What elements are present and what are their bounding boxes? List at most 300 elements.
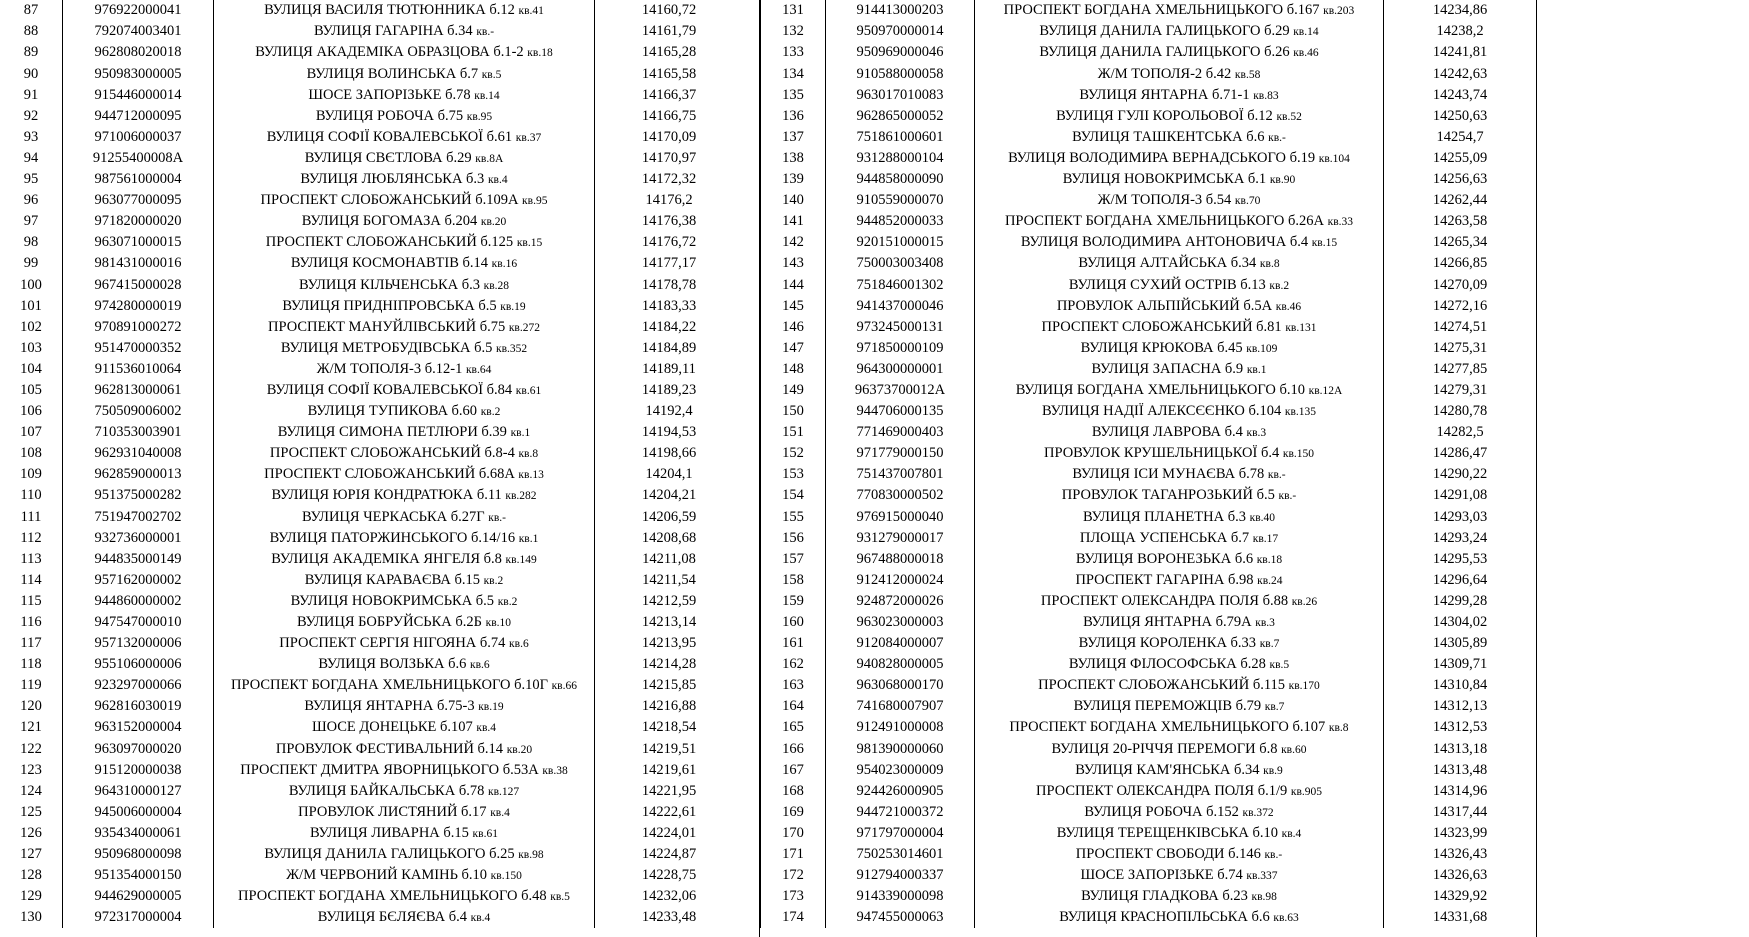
table-row xyxy=(0,211,743,232)
amount-cell: 14192,4 xyxy=(595,401,744,422)
account-code-cell: 945006000004 xyxy=(63,802,214,823)
table-row xyxy=(761,612,1537,633)
table-row xyxy=(761,907,1537,928)
amount-cell: 14312,53 xyxy=(1384,717,1537,738)
table-row xyxy=(0,738,743,759)
account-code-cell: 915446000014 xyxy=(63,84,214,105)
address-cell: Ж/М ТОПОЛЯ-3 б.12-1 кв.64 xyxy=(214,359,595,380)
row-number-cell: 114 xyxy=(20,571,42,588)
row-number-cell: 141 xyxy=(761,211,826,232)
row-number-cell: 167 xyxy=(761,759,826,780)
table-row xyxy=(0,422,743,443)
address-cell: ВУЛИЦЯ НАДІЇ АЛЕКСЄЄНКО б.104 кв.135 xyxy=(975,401,1384,422)
amount-cell: 14280,78 xyxy=(1384,401,1537,422)
amount-cell: 14214,28 xyxy=(595,654,744,675)
account-code-cell: 964310000127 xyxy=(63,780,214,801)
table-row xyxy=(0,105,743,126)
amount-cell: 14177,17 xyxy=(595,253,744,274)
amount-cell: 14215,85 xyxy=(595,675,744,696)
amount-cell: 14275,31 xyxy=(1384,338,1537,359)
row-number-cell: 124 xyxy=(20,782,42,799)
table-row xyxy=(0,274,743,295)
row-number-cell: 128 xyxy=(20,867,42,884)
amount-cell: 14293,24 xyxy=(1384,527,1537,548)
row-number-cell: 138 xyxy=(761,148,826,169)
table-row xyxy=(0,338,743,359)
account-code-cell: 910588000058 xyxy=(826,63,975,84)
account-code-cell: 947547000010 xyxy=(63,612,214,633)
table-row xyxy=(0,42,743,63)
account-code-cell: 920151000015 xyxy=(826,232,975,253)
address-cell: ПРОСПЕКТ СЛОБОЖАНСЬКИЙ б.125 кв.15 xyxy=(214,232,595,253)
address-cell: ВУЛИЦЯ ЯНТАРНА б.75-3 кв.19 xyxy=(214,696,595,717)
account-code-cell: 963152000004 xyxy=(63,717,214,738)
table-row xyxy=(761,675,1537,696)
amount-cell: 14314,96 xyxy=(1384,780,1537,801)
row-number-cell: 146 xyxy=(761,316,826,337)
account-code-cell: 950970000014 xyxy=(826,21,975,42)
address-cell: ПРОСПЕКТ СЛОБОЖАНСЬКИЙ б.115 кв.170 xyxy=(975,675,1384,696)
right-table-block xyxy=(760,0,1536,928)
table-row xyxy=(761,21,1537,42)
amount-cell: 14176,38 xyxy=(595,211,744,232)
amount-cell: 14213,14 xyxy=(595,612,744,633)
account-code-cell: 751846001302 xyxy=(826,274,975,295)
table-row xyxy=(0,316,743,337)
row-number-cell: 173 xyxy=(761,886,826,907)
address-cell: ВУЛИЦЯ КОРОЛЕНКА б.33 кв.7 xyxy=(975,633,1384,654)
table-row xyxy=(0,0,743,21)
table-row xyxy=(761,548,1537,569)
table-row xyxy=(0,295,743,316)
amount-cell: 14272,16 xyxy=(1384,295,1537,316)
account-code-cell: 912084000007 xyxy=(826,633,975,654)
amount-cell: 14255,09 xyxy=(1384,148,1537,169)
account-code-cell: 974280000019 xyxy=(63,295,214,316)
account-code-cell: 963097000020 xyxy=(63,738,214,759)
table-row xyxy=(761,253,1537,274)
account-code-cell: 951470000352 xyxy=(63,338,214,359)
address-cell: ВУЛИЦЯ ІСИ МУНАЄВА б.78 кв.- xyxy=(975,464,1384,485)
address-cell: ШОСЕ ДОНЕЦЬКЕ б.107 кв.4 xyxy=(214,717,595,738)
row-number-cell: 88 xyxy=(23,23,39,40)
amount-cell: 14326,63 xyxy=(1384,865,1537,886)
table-row xyxy=(761,232,1537,253)
amount-cell: 14305,89 xyxy=(1384,633,1537,654)
amount-cell: 14266,85 xyxy=(1384,253,1537,274)
account-code-cell: 981431000016 xyxy=(63,253,214,274)
amount-cell: 14170,97 xyxy=(595,148,744,169)
row-number-cell: 113 xyxy=(20,550,42,567)
amount-cell: 14331,68 xyxy=(1384,907,1537,928)
table-row xyxy=(761,633,1537,654)
amount-cell: 14250,63 xyxy=(1384,105,1537,126)
account-code-cell: 912794000337 xyxy=(826,865,975,886)
table-row xyxy=(761,359,1537,380)
amount-cell: 14238,2 xyxy=(1384,21,1537,42)
address-cell: ВУЛИЦЯ ВОРОНЕЗЬКА б.6 кв.18 xyxy=(975,548,1384,569)
table-row xyxy=(761,506,1537,527)
address-cell: ВУЛИЦЯ ФІЛОСОФСЬКА б.28 кв.5 xyxy=(975,654,1384,675)
row-number-cell: 91 xyxy=(23,86,39,103)
table-row xyxy=(0,570,743,591)
account-code-cell: 751861000601 xyxy=(826,127,975,148)
row-number-cell: 120 xyxy=(20,698,42,715)
row-number-cell: 106 xyxy=(20,403,42,420)
amount-cell: 14224,87 xyxy=(595,844,744,865)
amount-cell: 14279,31 xyxy=(1384,380,1537,401)
table-row xyxy=(761,485,1537,506)
address-cell: ПРОВУЛОК ЛИСТЯНИЙ б.17 кв.4 xyxy=(214,802,595,823)
amount-cell: 14221,95 xyxy=(595,780,744,801)
address-cell: ВУЛИЦЯ КАРАВАЄВА б.15 кв.2 xyxy=(214,570,595,591)
account-code-cell: 931279000017 xyxy=(826,527,975,548)
account-code-cell: 976915000040 xyxy=(826,506,975,527)
address-cell: ВУЛИЦЯ КРАСНОПІЛЬСЬКА б.6 кв.63 xyxy=(975,907,1384,928)
amount-cell: 14218,54 xyxy=(595,717,744,738)
row-number-cell: 93 xyxy=(23,128,39,145)
table-row xyxy=(0,63,743,84)
account-code-cell: 944860000002 xyxy=(63,591,214,612)
account-code-cell: 967488000018 xyxy=(826,548,975,569)
row-number-cell: 123 xyxy=(20,761,42,778)
row-number-cell: 162 xyxy=(761,654,826,675)
amount-cell: 14241,81 xyxy=(1384,42,1537,63)
amount-cell: 14204,21 xyxy=(595,485,744,506)
row-number-cell: 95 xyxy=(23,171,39,188)
table-row xyxy=(0,190,743,211)
table-row xyxy=(0,717,743,738)
table-row xyxy=(0,232,743,253)
row-number-cell: 132 xyxy=(761,21,826,42)
address-cell: ВУЛИЦЯ БЄЛЯЄВА б.4 кв.4 xyxy=(214,907,595,928)
amount-cell: 14178,78 xyxy=(595,274,744,295)
account-code-cell: 963023000003 xyxy=(826,612,975,633)
address-cell: ПРОСПЕКТ ГАГАРІНА б.98 кв.24 xyxy=(975,570,1384,591)
address-cell: ПРОСПЕКТ МАНУЙЛІВСЬКИЙ б.75 кв.272 xyxy=(214,316,595,337)
account-code-cell: 751437007801 xyxy=(826,464,975,485)
row-number-cell: 143 xyxy=(761,253,826,274)
row-number-cell: 156 xyxy=(761,527,826,548)
row-number-cell: 171 xyxy=(761,844,826,865)
address-cell: ВУЛИЦЯ ДАНИЛА ГАЛИЦЬКОГО б.25 кв.98 xyxy=(214,844,595,865)
table-row xyxy=(0,401,743,422)
amount-cell: 14170,09 xyxy=(595,127,744,148)
account-code-cell: 911536010064 xyxy=(63,359,214,380)
row-number-cell: 116 xyxy=(20,614,42,631)
amount-cell: 14277,85 xyxy=(1384,359,1537,380)
account-code-cell: 770830000502 xyxy=(826,485,975,506)
table-row xyxy=(761,570,1537,591)
account-code-cell: 924872000026 xyxy=(826,591,975,612)
account-code-cell: 944706000135 xyxy=(826,401,975,422)
row-number-cell: 137 xyxy=(761,127,826,148)
account-code-cell: 951354000150 xyxy=(63,865,214,886)
address-cell: ПРОСПЕКТ СЛОБОЖАНСЬКИЙ б.68А кв.13 xyxy=(214,464,595,485)
address-cell: ВУЛИЦЯ ТЕРЕЩЕНКІВСЬКА б.10 кв.4 xyxy=(975,823,1384,844)
amount-cell: 14172,32 xyxy=(595,169,744,190)
address-cell: ПРОСПЕКТ ОЛЕКСАНДРА ПОЛЯ б.88 кв.26 xyxy=(975,591,1384,612)
amount-cell: 14176,72 xyxy=(595,232,744,253)
amount-cell: 14184,22 xyxy=(595,316,744,337)
address-cell: ВУЛИЦЯ ЯНТАРНА б.71-1 кв.83 xyxy=(975,84,1384,105)
address-cell: ВУЛИЦЯ СИМОНА ПЕТЛЮРИ б.39 кв.1 xyxy=(214,422,595,443)
amount-cell: 14310,84 xyxy=(1384,675,1537,696)
row-number-cell: 145 xyxy=(761,295,826,316)
table-row xyxy=(0,506,743,527)
row-number-cell: 115 xyxy=(20,592,42,609)
account-code-cell: 972317000004 xyxy=(63,907,214,928)
row-number-cell: 119 xyxy=(20,677,42,694)
amount-cell: 14286,47 xyxy=(1384,443,1537,464)
account-code-cell: 962859000013 xyxy=(63,464,214,485)
table-row xyxy=(0,696,743,717)
amount-cell: 14317,44 xyxy=(1384,802,1537,823)
account-code-cell: 91255400008А xyxy=(63,148,214,169)
amount-cell: 14329,92 xyxy=(1384,886,1537,907)
account-code-cell: 910559000070 xyxy=(826,190,975,211)
address-cell: ПРОСПЕКТ БОГДАНА ХМЕЛЬНИЦЬКОГО б.26А кв.33 xyxy=(975,211,1384,232)
row-number-cell: 107 xyxy=(20,424,42,441)
account-code-cell: 741680007907 xyxy=(826,696,975,717)
row-number-cell: 126 xyxy=(20,824,42,841)
amount-cell: 14208,68 xyxy=(595,527,744,548)
row-number-cell: 89 xyxy=(23,44,39,61)
row-number-cell: 111 xyxy=(20,508,42,525)
amount-cell: 14270,09 xyxy=(1384,274,1537,295)
account-code-cell: 912491000008 xyxy=(826,717,975,738)
account-code-cell: 750509006002 xyxy=(63,401,214,422)
address-cell: ВУЛИЦЯ ТУПИКОВА б.60 кв.2 xyxy=(214,401,595,422)
amount-cell: 14312,13 xyxy=(1384,696,1537,717)
address-cell: ШОСЕ ЗАПОРІЗЬКЕ б.78 кв.14 xyxy=(214,84,595,105)
amount-cell: 14313,18 xyxy=(1384,738,1537,759)
address-cell: ВУЛИЦЯ КОСМОНАВТІВ б.14 кв.16 xyxy=(214,253,595,274)
amount-cell: 14222,61 xyxy=(595,802,744,823)
address-cell: Ж/М ЧЕРВОНИЙ КАМІНЬ б.10 кв.150 xyxy=(214,865,595,886)
address-cell: ВУЛИЦЯ БОГДАНА ХМЕЛЬНИЦЬКОГО б.10 кв.12А xyxy=(975,380,1384,401)
amount-cell: 14194,53 xyxy=(595,422,744,443)
account-code-cell: 944835000149 xyxy=(63,548,214,569)
account-code-cell: 962816030019 xyxy=(63,696,214,717)
address-cell: ПРОСПЕКТ СЛОБОЖАНСЬКИЙ б.8-4 кв.8 xyxy=(214,443,595,464)
address-cell: ПРОВУЛОК ТАГАНРОЗЬКИЙ б.5 кв.- xyxy=(975,485,1384,506)
account-code-cell: 963071000015 xyxy=(63,232,214,253)
account-code-cell: 957132000006 xyxy=(63,633,214,654)
address-cell: ВУЛИЦЯ ВАСИЛЯ ТЮТЮННИКА б.12 кв.41 xyxy=(214,0,595,21)
account-code-cell: 971820000020 xyxy=(63,211,214,232)
table-row xyxy=(761,42,1537,63)
account-code-cell: 96373700012А xyxy=(826,380,975,401)
amount-cell: 14313,48 xyxy=(1384,759,1537,780)
account-code-cell: 750253014601 xyxy=(826,844,975,865)
registry-table-right xyxy=(760,0,1536,928)
account-code-cell: 940828000005 xyxy=(826,654,975,675)
table-row xyxy=(761,338,1537,359)
table-row xyxy=(761,316,1537,337)
address-cell: Ж/М ТОПОЛЯ-2 б.42 кв.58 xyxy=(975,63,1384,84)
table-row xyxy=(761,211,1537,232)
table-row xyxy=(761,0,1537,21)
amount-cell: 14233,48 xyxy=(595,907,744,928)
account-code-cell: 962813000061 xyxy=(63,380,214,401)
row-number-cell: 154 xyxy=(761,485,826,506)
row-number-cell: 94 xyxy=(23,149,39,166)
address-cell: ВУЛИЦЯ МЕТРОБУДІВСЬКА б.5 кв.352 xyxy=(214,338,595,359)
account-code-cell: 963068000170 xyxy=(826,675,975,696)
account-code-cell: 931288000104 xyxy=(826,148,975,169)
row-number-cell: 121 xyxy=(20,719,42,736)
row-number-cell: 134 xyxy=(761,63,826,84)
table-row xyxy=(761,738,1537,759)
address-cell: ПРОВУЛОК АЛЬПІЙСЬКИЙ б.5А кв.46 xyxy=(975,295,1384,316)
table-row xyxy=(0,844,743,865)
row-number-cell: 142 xyxy=(761,232,826,253)
table-row xyxy=(761,865,1537,886)
address-cell: ПРОСПЕКТ БОГДАНА ХМЕЛЬНИЦЬКОГО б.167 кв.203 xyxy=(975,0,1384,21)
account-code-cell: 935434000061 xyxy=(63,823,214,844)
amount-cell: 14309,71 xyxy=(1384,654,1537,675)
row-number-cell: 161 xyxy=(761,633,826,654)
address-cell: ВУЛИЦЯ ДАНИЛА ГАЛИЦЬКОГО б.29 кв.14 xyxy=(975,21,1384,42)
account-code-cell: 962931040008 xyxy=(63,443,214,464)
account-code-cell: 710353003901 xyxy=(63,422,214,443)
address-cell: ПРОВУЛОК ФЕСТИВАЛЬНИЙ б.14 кв.20 xyxy=(214,738,595,759)
table-row xyxy=(0,464,743,485)
amount-cell: 14206,59 xyxy=(595,506,744,527)
address-cell: ВУЛИЦЯ АЛТАЙСЬКА б.34 кв.8 xyxy=(975,253,1384,274)
amount-cell: 14265,34 xyxy=(1384,232,1537,253)
table-row xyxy=(761,717,1537,738)
address-cell: ПРОВУЛОК КРУШЕЛЬНИЦЬКОЇ б.4 кв.150 xyxy=(975,443,1384,464)
table-row xyxy=(761,443,1537,464)
address-cell: ВУЛИЦЯ ПРИДНІПРОВСЬКА б.5 кв.19 xyxy=(214,295,595,316)
address-cell: ВУЛИЦЯ НОВОКРИМСЬКА б.1 кв.90 xyxy=(975,169,1384,190)
address-cell: ВУЛИЦЯ ЛИВАРНА б.15 кв.61 xyxy=(214,823,595,844)
address-cell: ВУЛИЦЯ БАЙКАЛЬСЬКА б.78 кв.127 xyxy=(214,780,595,801)
amount-cell: 14176,2 xyxy=(595,190,744,211)
address-cell: ВУЛИЦЯ ЯНТАРНА б.79А кв.3 xyxy=(975,612,1384,633)
account-code-cell: 750003003408 xyxy=(826,253,975,274)
address-cell: ПРОСПЕКТ СЛОБОЖАНСЬКИЙ б.81 кв.131 xyxy=(975,316,1384,337)
amount-cell: 14213,95 xyxy=(595,633,744,654)
row-number-cell: 127 xyxy=(20,846,42,863)
row-number-cell: 117 xyxy=(20,635,42,652)
table-row xyxy=(0,21,743,42)
table-row xyxy=(761,422,1537,443)
address-cell: ПРОСПЕКТ СЕРГІЯ НІГОЯНА б.74 кв.6 xyxy=(214,633,595,654)
row-number-cell: 139 xyxy=(761,169,826,190)
address-cell: ВУЛИЦЯ КРЮКОВА б.45 кв.109 xyxy=(975,338,1384,359)
row-number-cell: 153 xyxy=(761,464,826,485)
table-row xyxy=(761,127,1537,148)
address-cell: ВУЛИЦЯ АКАДЕМІКА ОБРАЗЦОВА б.1-2 кв.18 xyxy=(214,42,595,63)
row-number-cell: 172 xyxy=(761,865,826,886)
account-code-cell: 955106000006 xyxy=(63,654,214,675)
account-code-cell: 964300000001 xyxy=(826,359,975,380)
account-code-cell: 932736000001 xyxy=(63,527,214,548)
row-number-cell: 163 xyxy=(761,675,826,696)
account-code-cell: 751947002702 xyxy=(63,506,214,527)
amount-cell: 14254,7 xyxy=(1384,127,1537,148)
row-number-cell: 174 xyxy=(761,907,826,928)
row-number-cell: 102 xyxy=(20,318,42,335)
row-number-cell: 148 xyxy=(761,359,826,380)
address-cell: ПРОСПЕКТ БОГДАНА ХМЕЛЬНИЦЬКОГО б.10Г кв.66 xyxy=(214,675,595,696)
address-cell: ШОСЕ ЗАПОРІЗЬКЕ б.74 кв.337 xyxy=(975,865,1384,886)
address-cell: ВУЛИЦЯ КІЛЬЧЕНСЬКА б.3 кв.28 xyxy=(214,274,595,295)
account-code-cell: 963077000095 xyxy=(63,190,214,211)
amount-cell: 14160,72 xyxy=(595,0,744,21)
amount-cell: 14256,63 xyxy=(1384,169,1537,190)
row-number-cell: 118 xyxy=(20,656,42,673)
account-code-cell: 973245000131 xyxy=(826,316,975,337)
row-number-cell: 131 xyxy=(761,0,826,21)
table-row xyxy=(0,359,743,380)
amount-cell: 14166,37 xyxy=(595,84,744,105)
table-row xyxy=(0,84,743,105)
address-cell: ВУЛИЦЯ СОФІЇ КОВАЛЕВСЬКОЇ б.61 кв.37 xyxy=(214,127,595,148)
address-cell: ВУЛИЦЯ ЗАПАСНА б.9 кв.1 xyxy=(975,359,1384,380)
account-code-cell: 971006000037 xyxy=(63,127,214,148)
amount-cell: 14326,43 xyxy=(1384,844,1537,865)
registry-table-left xyxy=(0,0,743,928)
row-number-cell: 125 xyxy=(20,803,42,820)
row-number-cell: 101 xyxy=(20,297,42,314)
account-code-cell: 914339000098 xyxy=(826,886,975,907)
amount-cell: 14242,63 xyxy=(1384,63,1537,84)
row-number-cell: 169 xyxy=(761,802,826,823)
table-row xyxy=(0,780,743,801)
account-code-cell: 941437000046 xyxy=(826,295,975,316)
table-row xyxy=(761,105,1537,126)
amount-cell: 14295,53 xyxy=(1384,548,1537,569)
address-cell: ВУЛИЦЯ ВОЛОДИМИРА ВЕРНАДСЬКОГО б.19 кв.104 xyxy=(975,148,1384,169)
amount-cell: 14232,06 xyxy=(595,886,744,907)
table-row xyxy=(0,675,743,696)
row-number-cell: 135 xyxy=(761,84,826,105)
table-row xyxy=(0,253,743,274)
address-cell: ВУЛИЦЯ ЧЕРКАСЬКА б.27Г кв.- xyxy=(214,506,595,527)
amount-cell: 14219,61 xyxy=(595,759,744,780)
address-cell: ПЛОЩА УСПЕНСЬКА б.7 кв.17 xyxy=(975,527,1384,548)
table-row xyxy=(0,548,743,569)
row-number-cell: 168 xyxy=(761,780,826,801)
amount-cell: 14323,99 xyxy=(1384,823,1537,844)
address-cell: ВУЛИЦЯ АКАДЕМІКА ЯНГЕЛЯ б.8 кв.149 xyxy=(214,548,595,569)
table-row xyxy=(761,802,1537,823)
row-number-cell: 130 xyxy=(20,909,42,926)
table-row xyxy=(761,886,1537,907)
row-number-cell: 151 xyxy=(761,422,826,443)
row-number-cell: 97 xyxy=(23,213,39,230)
table-row xyxy=(0,823,743,844)
amount-cell: 14219,51 xyxy=(595,738,744,759)
address-cell: ВУЛИЦЯ СУХИЙ ОСТРІВ б.13 кв.2 xyxy=(975,274,1384,295)
address-cell: ВУЛИЦЯ ТАШКЕНТСЬКА б.6 кв.- xyxy=(975,127,1384,148)
table-row xyxy=(0,443,743,464)
row-number-cell: 112 xyxy=(20,529,42,546)
address-cell: ВУЛИЦЯ ГАГАРІНА б.34 кв.- xyxy=(214,21,595,42)
table-row xyxy=(0,591,743,612)
amount-cell: 14290,22 xyxy=(1384,464,1537,485)
row-number-cell: 99 xyxy=(23,255,39,272)
row-number-cell: 105 xyxy=(20,381,42,398)
row-number-cell: 104 xyxy=(20,360,42,377)
right-table-edge-rule xyxy=(1536,0,1537,937)
row-number-cell: 152 xyxy=(761,443,826,464)
left-table-body xyxy=(0,0,743,928)
